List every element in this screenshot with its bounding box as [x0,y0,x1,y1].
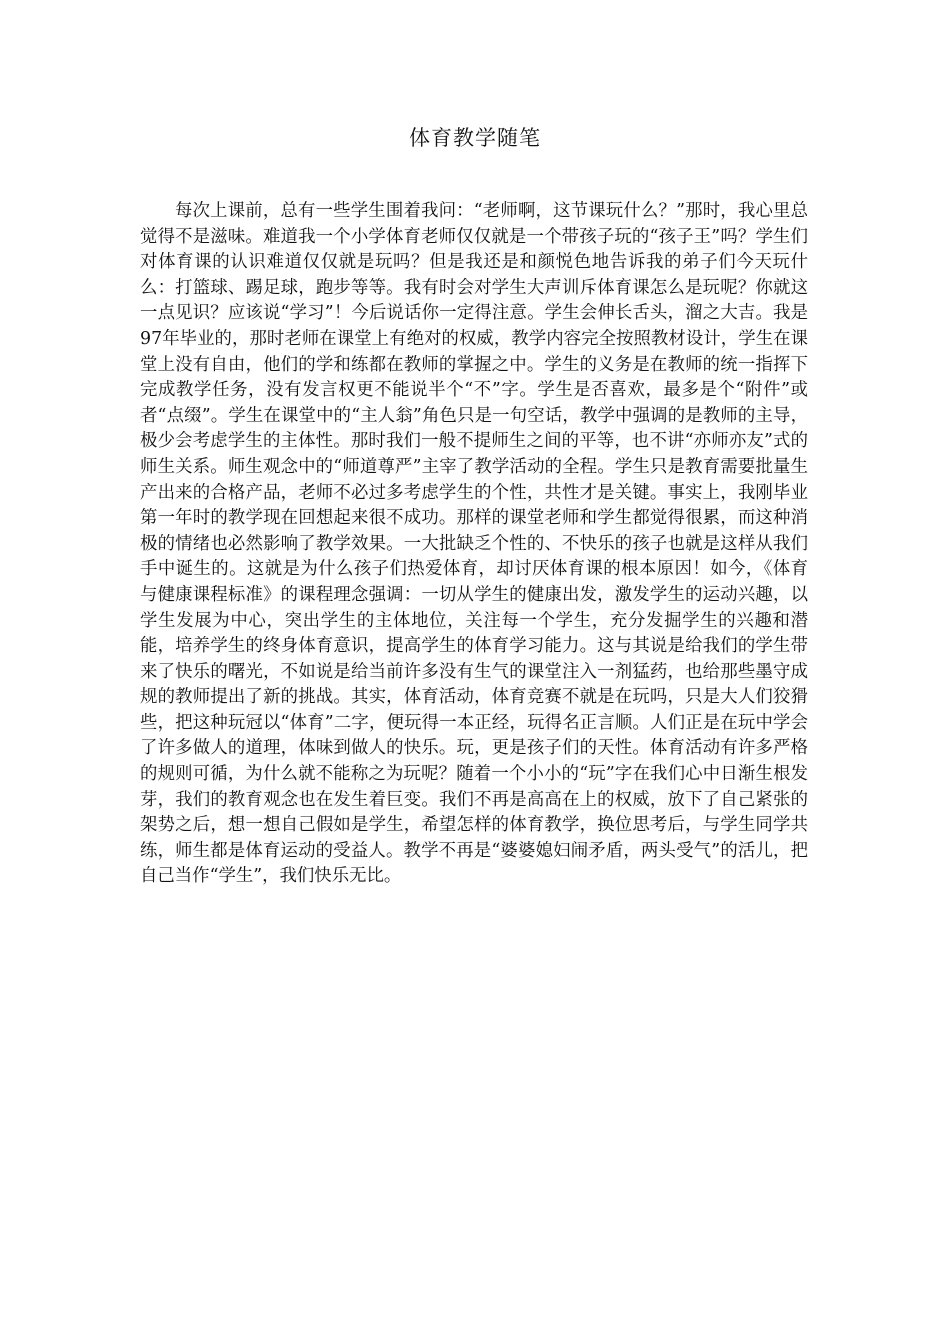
body-paragraph: 每次上课前，总有一些学生围着我问：“老师啊，这节课玩什么？”那时，我心里总觉得不是滋味。难道我一个小学体育老师仅仅就是一个带孩子玩的“孩子王”吗？学生们对体育课的认识难道仅仅就是玩吗？但是我还是和颜悦色地告诉我的弟子们今天玩什么：打篮球、踢足球，跑步等等。我有时会对学生大声训斥体育课怎么是玩呢？你就这一点见识？应该说“学习”！今后说话你一定得注意。学生会伸长舌头，溜之大吉。我是97年毕业的，那时老师在课堂上有绝对的权威，教学内容完全按照教材设计，学生在课堂上没有自由，他们的学和练都在教师的掌握之中。学生的义务是在教师的统一指挥下完成教学任务，没有发言权更不能说半个“不”字。学生是否喜欢，最多是个“附件”或者“点缀”。学生在课堂中的“主人翁”角色只是一句空话，教学中强调的是教师的主导，极少会考虑学生的主体性。那时我们一般不提师生之间的平等，也不讲“亦师亦友”式的师生关系。师生观念中的“师道尊严”主宰了教学活动的全程。学生只是教育需要批量生产出来的合格产品，老师不必过多考虑学生的个性，共性才是关键。事实上，我刚毕业第一年时的教学现在回想起来很不成功。那样的课堂老师和学生都觉得很累，而这种消极的情绪也必然影响了教学效果。一大批缺乏个性的、不快乐的孩子也就是这样从我们手中诞生的。这就是为什么孩子们热爱体育，却讨厌体育课的根本原因！如今，《体育与健康课程标准》的课程理念强调：一切从学生的健康出发，激发学生的运动兴趣，以学生发展为中心，突出学生的主体地位，关注每一个学生，充分发掘学生的兴趣和潜能，培养学生的终身体育意识，提高学生的体育学习能力。这与其说是给我们的学生带来了快乐的曙光，不如说是给当前许多没有生气的课堂注入一剂猛药，也给那些墨守成规的教师提出了新的挑战。其实，体育活动，体育竞赛不就是在玩吗，只是大人们狡猾些，把这种玩冠以“体育”二字，便玩得一本正经，玩得名正言顺。人们正是在玩中学会了许多做人的道理，体味到做人的快乐。玩，更是孩子们的天性。体育活动有许多严格的规则可循，为什么就不能称之为玩呢？随着一个小小的“玩”字在我们心中日渐生根发芽，我们的教育观念也在发生着巨变。我们不再是高高在上的权威，放下了自己紧张的架势之后，想一想自己假如是学生，希望怎样的体育教学，换位思考后，与学生同学共练，师生都是体育运动的受益人。教学不再是“婆婆媳妇闹矛盾，两头受气”的活儿，把自己当作“学生”，我们快乐无比。 [140,201,808,887]
document-title: 体育教学随笔 [409,126,541,150]
